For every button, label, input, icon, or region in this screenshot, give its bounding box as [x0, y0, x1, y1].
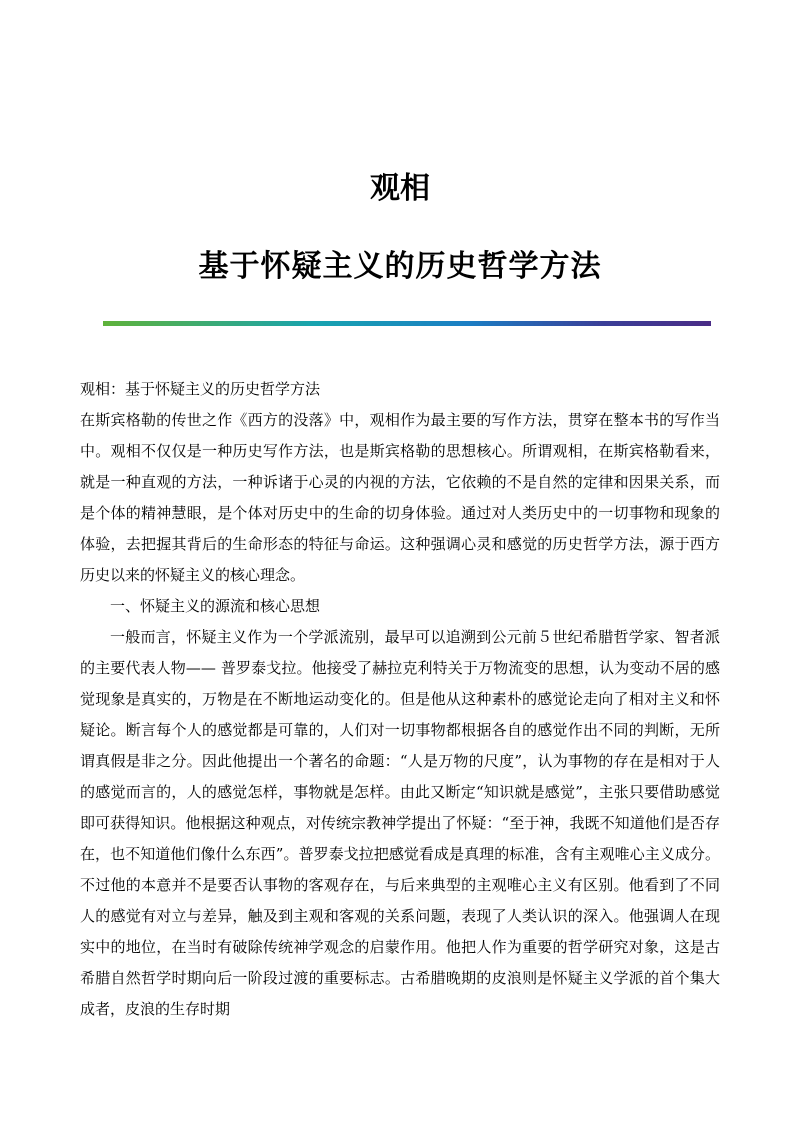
- header-line: 观相：基于怀疑主义的历史哲学方法: [80, 380, 321, 398]
- paragraph: 在斯宾格勒的传世之作《西方的没落》中，观相作为最主要的写作方法，贯穿在整本书的写作当中。观相不仅仅是一种历史写作方法，也是斯宾格勒的思想核心。所谓观相，在斯宾格勒看来，就是一种直观的方法，一种诉诸于心灵的内视的方法，它依赖的不是自然的定律和因果关系，而是个体的精神慧眼，是个体对历史中的生命的切身体验。通过对人类历史中的一切事物和现象的体验，去把握其背后的生命形态的特征与命运。这种强调心灵和感觉的历史哲学方法，源于西方历史以来的怀疑主义的核心理念。: [80, 411, 720, 584]
- document-title: 观相: [370, 171, 430, 206]
- document-subtitle: 基于怀疑主义的历史哲学方法: [198, 249, 602, 284]
- title-divider: [103, 321, 711, 326]
- section-heading: 一、怀疑主义的源流和核心思想: [110, 597, 321, 615]
- paragraph: 一般而言，怀疑主义作为一个学派流别，最早可以追溯到公元前５世纪希腊哲学家、智者派的主要代表人物—— 普罗泰戈拉。他接受了赫拉克利特关于万物流变的思想，认为变动不居的感觉现象是真实的，万物是在不断地运动变化的。但是他从这种素朴的感觉论走向了相对主义和怀疑论。断言每个人的感觉都是可靠的，人们对一切事物都根据各自的感觉作出不同的判断，无所谓真假是非之分。因此他提出一个著名的命题：“人是万物的尺度”，认为事物的存在是相对于人的感觉而言的，人的感觉怎样，事物就是怎样。由此又断定“知识就是感觉”，主张只要借助感觉即可获得知识。他根据这种观点，对传统宗教神学提出了怀疑：“至于神，我既不知道他们是否存在，也不知道他们像什么东西”。普罗泰戈拉把感觉看成是真理的标准，含有主观唯心主义成分。不过他的本意并不是要否认事物的客观存在，与后来典型的主观唯心主义有区别。他看到了不同人的感觉有对立与差异，触及到主观和客观的关系问题，表现了人类认识的深入。他强调人在现实中的地位，在当时有破除传统神学观念的启蒙作用。他把人作为重要的哲学研究对象，这是古希腊自然哲学时期向后一阶段过渡的重要标志。古希腊晚期的皮浪则是怀疑主义学派的首个集大成者，皮浪的生存时期: [80, 628, 720, 1018]
- document-body: [80, 374, 720, 1025]
